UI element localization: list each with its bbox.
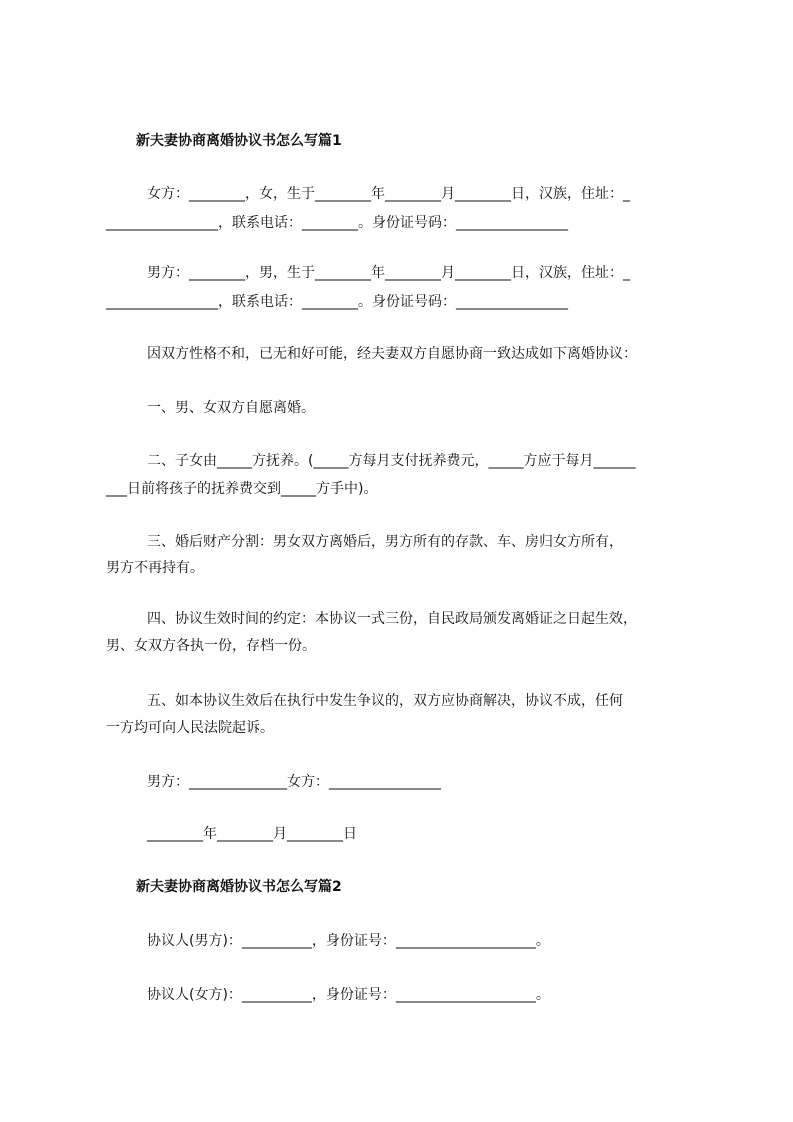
- female-info-line1: 女方：________，女，生于________年________月________日，汉族，住址：_: [147, 186, 630, 202]
- section1-title: 新夫妻协商离婚协议书怎么写篇1: [136, 133, 342, 149]
- clause-3-line1: 三、婚后财产分割：男女双方离婚后，男方所有的存款、车、房归女方所有，: [147, 534, 623, 550]
- male-info-line2: ________________，联系电话：________。身份证号码：________________: [106, 294, 568, 310]
- clause-2-line1: 二、子女由_____方抚养。(_____方每月支付抚养费元，_____方应于每月______: [147, 453, 636, 469]
- section2-title: 新夫妻协商离婚协议书怎么写篇2: [136, 879, 342, 895]
- date-line: ________年________月________日: [147, 826, 357, 842]
- clause-3-line2: 男方不再持有。: [106, 560, 204, 576]
- clause-2-line2: ___日前将孩子的抚养费交到_____方手中)。: [106, 481, 378, 497]
- party-male-line: 协议人(男方)：__________，身份证号：____________________。: [147, 933, 550, 949]
- clause-1: 一、男、女双方自愿离婚。: [147, 400, 315, 416]
- clause-5-line2: 一方均可向人民法院起诉。: [106, 720, 274, 736]
- signature-line: 男方：______________女方：________________: [147, 774, 441, 790]
- clause-5-line1: 五、如本协议生效后在执行中发生争议的，双方应协商解决，协议不成，任何: [147, 693, 623, 709]
- clause-4-line1: 四、协议生效时间的约定：本协议一式三份，自民政局颁发离婚证之日起生效，: [147, 611, 637, 627]
- male-info-line1: 男方：________，男，生于________年________月________日，汉族，住址：_: [147, 265, 630, 281]
- party-female-line: 协议人(女方)：__________，身份证号：____________________。: [147, 987, 550, 1003]
- female-info-line2: ________________，联系电话：________。身份证号码：________________: [106, 215, 568, 231]
- intro-paragraph: 因双方性格不和，已无和好可能，经夫妻双方自愿协商一致达成如下离婚协议：: [147, 346, 637, 362]
- clause-4-line2: 男、女双方各执一份，存档一份。: [106, 638, 316, 654]
